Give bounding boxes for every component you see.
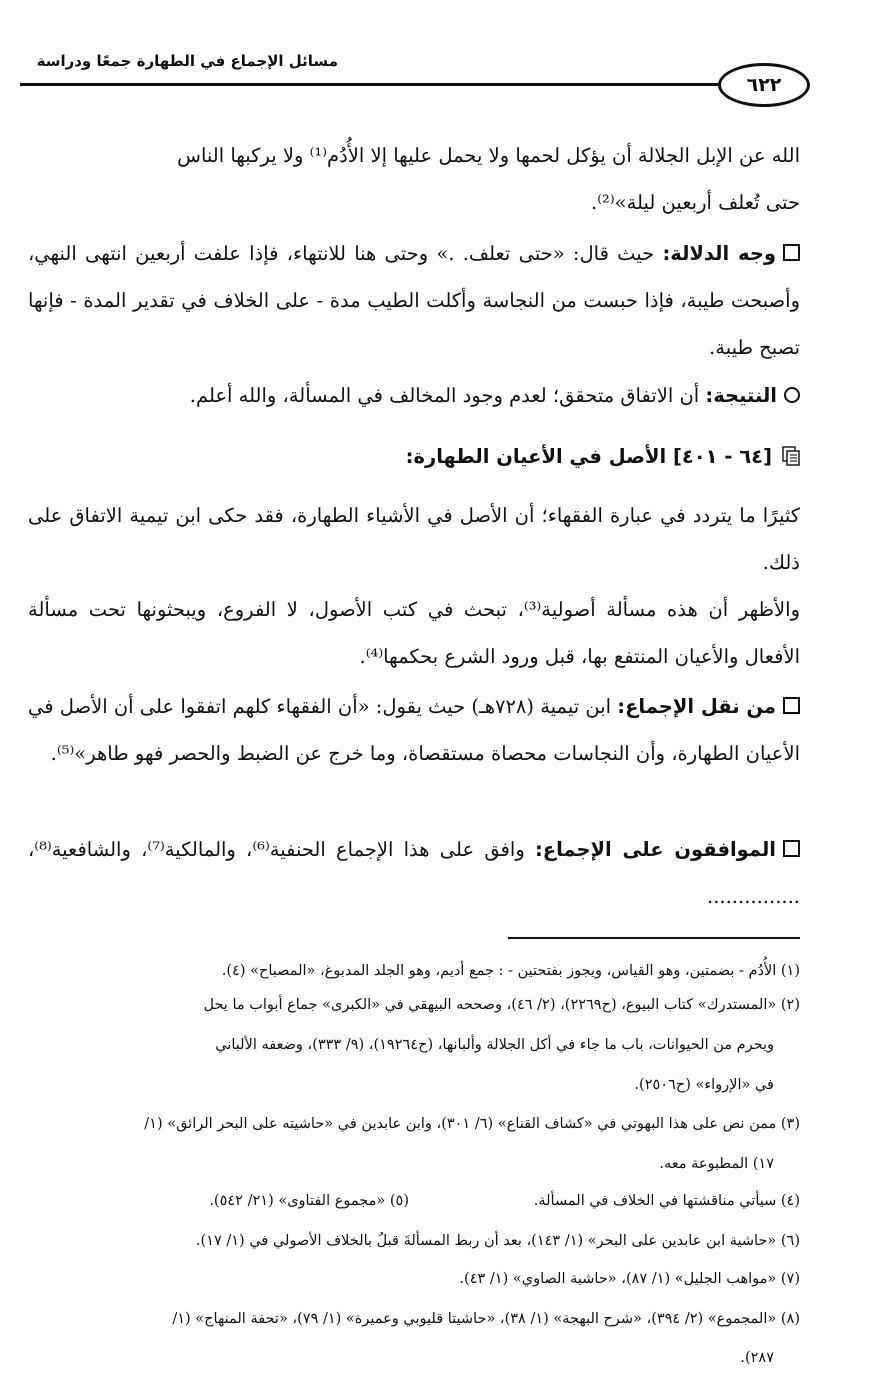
square-bullet-icon [783,697,800,714]
evidence-text: حيث قال: «حتى تعلف. .» وحتى هنا للانتهاء، فإذا علفت أربعين انتهى النهي، وأصبحت طيبة، فإذا حبست من النجاسة وأكلت الطيب مدة - على الخلاف في تقدير المدة - فإنها تصبح طيبة. [28,242,800,359]
section-heading-text: [٦٤ - ٤٠١] الأصل في الأعيان الطهارة: [405,445,772,468]
footnote-1: (١) الأُدُم - بضمتين، وهو القياس، ويجوز بفتحتين - : جمع أديم، وهو الجلد المدبوغ، «المصباح» (٤). [221,963,800,979]
running-title: مسائل الإجماع في الطهارة جمعًا ودراسة [36,52,338,70]
consensus-transmitters-label: من نقل الإجماع: [617,695,777,718]
footnote-4: (٤) سيأتي مناقشتها في الخلاف في المسألة. [533,1193,800,1209]
hadith-line-1: الله عن الإبل الجلالة أن يؤكل لحمها ولا يحمل عليها إلا الأُدُم⁽¹⁾ ولا يركبها الناس [177,144,800,167]
footnote-8-line-1: (٨) «المجموع» (٢/ ٣٩٤)، «شرح البهجة» (١/ ٣٨)، «حاشيتا قليوبي وعميرة» (١/ ٧٩)، «تحفة المنهاج» (١/ [172,1311,800,1327]
hadith-line-2: حتى تُعلف أربعين ليلة»⁽²⁾. [591,191,800,214]
footnote-separator [508,937,800,939]
evidence-label: وجه الدلالة: [662,242,776,265]
footnote-2-line-1: (٢) «المستدرك» كتاب البيوع، (ح٢٢٦٩)، (٢/ ٤٦)، وصححه البيهقي في «الكبرى» جماع أبواب ما يحل [203,997,800,1013]
footnote-2-line-2: ويحرم من الحيوانات، باب ما جاء في أكل الجلالة وألبانها، (ح١٩٢٦٤)، (٩/ ٣٣٣)، وضعفه الألباني [215,1037,774,1053]
consensus-agreers-text: وافق على هذا الإجماع الحنفية⁽⁶⁾، والمالكية⁽⁷⁾، والشافعية⁽⁸⁾، ............... [28,838,800,908]
section-document-icon [782,446,800,466]
page-number-badge [718,63,810,107]
footnote-7: (٧) «مواهب الجليل» (١/ ٨٧)، «حاشية الصاوي» (١/ ٤٣). [459,1271,800,1287]
consensus-transmitters-text: ابن تيمية (٧٢٨هـ) حيث يقول: «أن الفقهاء كلهم اتفقوا على أن الأصل في الأعيان الطهارة، وأن النجاسات محصاة مستقصاة، وما خرج عن الضبط والحصر فهو طاهر»⁽⁵⁾. [28,695,800,765]
footnote-3-line-2: ١٧) المطبوعة معه. [659,1156,774,1172]
footnote-8-line-2: ٢٨٧). [740,1350,774,1366]
consensus-agreers-label: الموافقون على الإجماع: [534,838,776,861]
result-label: النتيجة: [705,384,777,407]
header-rule [20,83,740,86]
section-heading [380,437,800,477]
result-text: أن الاتفاق متحقق؛ لعدم وجود المخالف في المسألة، والله أعلم. [189,384,700,407]
footnote-3-line-1: (٣) ممن نص على هذا البهوتي في «كشاف القناع» (٦/ ٣٠١)، وابن عابدين في «حاشيته على البحر الرائق» (١/ [144,1116,800,1132]
usul-text: والأظهر أن هذه مسألة أصولية⁽³⁾، تبحث في كتب الأصول، لا الفروع، ويبحثونها تحت مسألة الأفعال والأعيان المنتفع بها، قبل ورود الشرع بحكمها⁽⁴⁾. [28,598,801,668]
paragraph-consensus-agreers [28,826,800,920]
paragraph-usul [28,586,800,680]
paragraph-consensus-transmitters [28,683,800,777]
intro-text: كثيرًا ما يتردد في عبارة الفقهاء؛ أن الأصل في الأشياء الطهارة، فقد حكى ابن تيمية الاتفاق على ذلك. [28,504,800,574]
footnote-2-line-3: في «الإرواء» (ح٢٥٠٦). [634,1077,774,1093]
page-number: ٦٢٢ [746,74,782,96]
footnote-5: (٥) «مجموع الفتاوى» (٢١/ ٥٤٢). [209,1193,409,1209]
paragraph-hadith-end [28,132,800,226]
paragraph-intro [28,492,800,586]
circle-bullet-icon [784,387,800,403]
footnote-6: (٦) «حاشية ابن عابدين على البحر» (١/ ١٤٣)، بعد أن ربط المسألةَ قبلُ بالخلاف الأصولي في (١/ ١٧). [195,1233,800,1249]
paragraph-evidence [28,230,800,371]
paragraph-result [28,372,800,419]
square-bullet-icon [783,840,800,857]
square-bullet-icon [783,244,800,261]
